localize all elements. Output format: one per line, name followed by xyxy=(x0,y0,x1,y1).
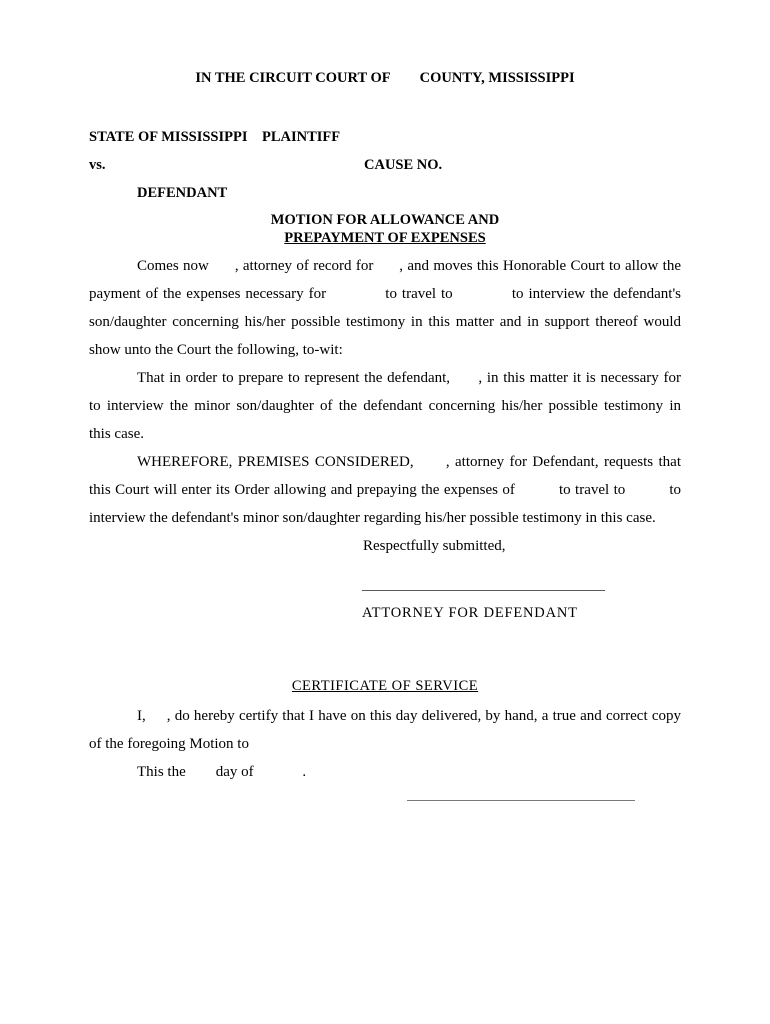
certificate-line: of the foregoing Motion to xyxy=(89,736,249,752)
paragraph-2-line: this case. xyxy=(89,426,144,442)
paragraph-1-line: payment of the expenses necessary for to travel to to interview the defendant's xyxy=(89,286,681,302)
certificate-line: I, , do hereby certify that I have on this day delivered, by hand, a true and correct copy xyxy=(137,708,681,724)
paragraph-3-line: this Court will enter its Order allowing and prepaying the expenses of to travel to to xyxy=(89,482,681,498)
paragraph-1-line: Comes now , attorney of record for , and moves this Honorable Court to allow the xyxy=(137,258,681,274)
motion-title xyxy=(0,212,770,247)
certifier-signature-line xyxy=(407,800,635,801)
paragraph-1-line: son/daughter concerning his/her possible testimony in this matter and in support thereof would xyxy=(89,314,681,330)
motion-title-line1: MOTION FOR ALLOWANCE AND xyxy=(270,212,500,228)
attorney-signature-line xyxy=(362,590,605,591)
defendant-label: DEFENDANT xyxy=(137,185,228,201)
cause-no-label: CAUSE NO. xyxy=(364,157,443,173)
vs-cause-row xyxy=(89,157,681,174)
attorney-for-defendant-label: ATTORNEY FOR DEFENDANT xyxy=(362,605,578,621)
paragraph-1-line: show unto the Court the following, to-wit: xyxy=(89,342,343,358)
plaintiff-line: STATE OF MISSISSIPPI PLAINTIFF xyxy=(89,129,341,145)
vs-label: vs. xyxy=(89,157,106,173)
paragraph-3-line: interview the defendant's minor son/daughter regarding his/her possible testimony in this case. xyxy=(89,510,656,526)
paragraph-3-line: WHEREFORE, PREMISES CONSIDERED, , attorney for Defendant, requests that xyxy=(137,454,681,470)
respectfully-submitted: Respectfully submitted, xyxy=(363,538,506,554)
certificate-body xyxy=(89,702,681,786)
certificate-date-line: This the day of . xyxy=(137,764,307,780)
paragraph-2-line: to interview the minor son/daughter of the defendant concerning his/her possible testimony in xyxy=(89,398,681,414)
motion-title-line2: PREPAYMENT OF EXPENSES xyxy=(284,229,486,246)
motion-body xyxy=(89,252,681,532)
paragraph-2-line: That in order to prepare to represent the defendant, , in this matter it is necessary for xyxy=(137,370,681,386)
court-header: IN THE CIRCUIT COURT OF COUNTY, MISSISSIPPI xyxy=(195,70,575,86)
case-caption xyxy=(89,129,681,209)
certificate-of-service-heading: CERTIFICATE OF SERVICE xyxy=(291,678,479,694)
